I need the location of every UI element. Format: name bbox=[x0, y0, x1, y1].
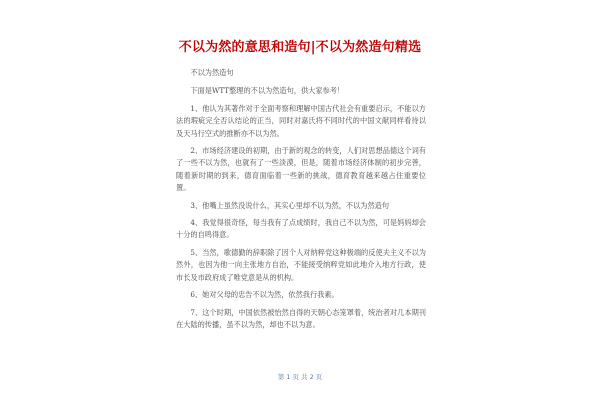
example-sentence-6: 6、她对父母的忠告不以为然，依然我行我素。 bbox=[190, 290, 339, 300]
example-sentence-4: 4、我觉得很奇怪，每当我有了点成绩时，我自己不以为然，可是妈妈却会十分的自鸣得意。 bbox=[176, 218, 426, 240]
example-sentence-1: 1、他认为其著作对于全面考察和理解中国古代社会有重要启示，不能以方法的瑕疵完全否认结论的正当，同时对嘉氏将不同时代的中国文献同样看待以及天马行空式的推断亦不以为然。 bbox=[176, 103, 426, 138]
example-sentence-7: 7、这个时期，中国依然被怡然自得的天朝心态笼罩着，统治者对几本期刊在大陆的传播，虽不以为然，却也不以为意。 bbox=[176, 307, 426, 329]
intro-paragraph: 下面是WTT整理的不以为然造句，供大家参考！ bbox=[190, 86, 345, 96]
article-body bbox=[176, 67, 426, 336]
section-heading: 不以为然造句 bbox=[190, 68, 234, 77]
example-sentence-2: 2、市场经济建设的初期，由于新的观念的转变，人们对思想品德这个词有了一些不以为然，也就有了一些淡漠，但是，随着市场经济体制的初步完善，随着新时期的到来，德育面临着一些新的挑战，德育教育越来越占住重要位置。 bbox=[176, 146, 426, 193]
page-title: 不以为然的意思和造句|不以为然造句精选 bbox=[178, 40, 422, 55]
page-number: 第 1 页 共 2 页 bbox=[277, 373, 323, 381]
example-sentence-5: 5、当然，歌德勤的辞职除了因个人对纳粹党这种极端的反使夫主义不以为然外，也因为他一向主张地方自治，不能接受纳粹党如此地介入地方行政，使市长及市政府成了唯党意是从的机构。 bbox=[176, 247, 426, 282]
example-sentence-3: 3、他嘴上虽然没说什么，其实心里却不以为然，不以为然造句 bbox=[190, 200, 390, 210]
